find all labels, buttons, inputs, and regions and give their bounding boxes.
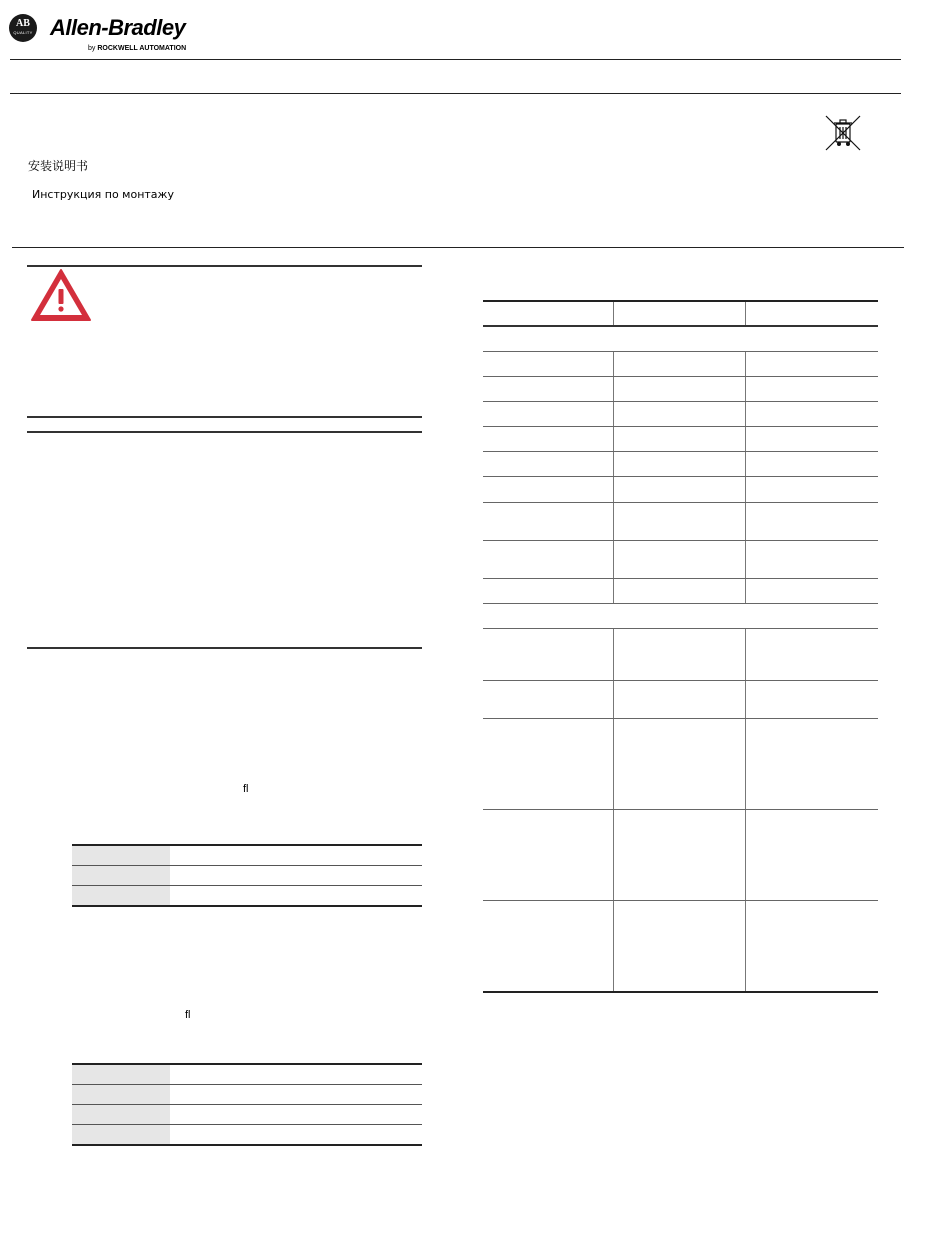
table-value-cell [170, 1125, 422, 1146]
table-label-cell [72, 1064, 170, 1085]
table-row [483, 352, 878, 377]
logo-letters: AB [16, 18, 30, 29]
section-heading-row [483, 604, 878, 629]
table-row [483, 579, 878, 604]
table-value-cell [170, 866, 422, 886]
table-row [483, 901, 878, 993]
left-table-b [72, 1063, 422, 1146]
table-row [72, 1064, 422, 1085]
table-row [483, 541, 878, 579]
header-rule-1 [10, 59, 901, 60]
crossed-out-wheelie-bin-icon [825, 115, 861, 151]
left-table-a [72, 844, 422, 907]
table-row [483, 503, 878, 541]
table-row [72, 886, 422, 907]
table-value-cell [170, 1085, 422, 1105]
table-row [483, 629, 878, 681]
brand-name: Allen-Bradley [50, 15, 186, 40]
text-fragment-fl-1: fl [243, 783, 249, 795]
allen-bradley-logo [9, 14, 37, 42]
notice-bottom-rule [27, 647, 422, 649]
logo-sub: QUALITY [13, 30, 33, 35]
text-fragment-fl-2: fl [185, 1009, 191, 1021]
table-row [483, 427, 878, 452]
specification-table [483, 300, 878, 993]
warning-triangle-icon [29, 267, 93, 323]
table-row [483, 719, 878, 810]
table-label-cell [72, 1105, 170, 1125]
table-row [483, 681, 878, 719]
table-row [72, 866, 422, 886]
header-rule-2 [10, 93, 901, 94]
section-heading-cell [483, 326, 878, 352]
table-row [483, 452, 878, 477]
document-title-chinese: 安装说明书 [28, 159, 89, 173]
column-header [746, 301, 879, 326]
table-header-row [483, 301, 878, 326]
table-row [483, 377, 878, 402]
table-row [483, 402, 878, 427]
section-heading-row [483, 326, 878, 352]
column-header [483, 301, 614, 326]
section-heading-cell [483, 604, 878, 629]
table-label-cell [72, 866, 170, 886]
notice-top-rule [27, 431, 422, 433]
section-rule [12, 247, 904, 248]
table-value-cell [170, 1064, 422, 1085]
table-label-cell [72, 845, 170, 866]
column-header [614, 301, 746, 326]
table-row [72, 1085, 422, 1105]
table-row [72, 1105, 422, 1125]
table-value-cell [170, 886, 422, 907]
table-row [483, 477, 878, 503]
table-label-cell [72, 1085, 170, 1105]
warning-bottom-rule [27, 416, 422, 418]
table-label-cell [72, 886, 170, 907]
table-value-cell [170, 845, 422, 866]
document-title-russian: Инструкция по монтажу [32, 188, 174, 201]
brand-by-word: by [88, 45, 96, 52]
table-row [72, 1125, 422, 1146]
table-row [72, 845, 422, 866]
brand-byline [88, 45, 186, 52]
table-label-cell [72, 1125, 170, 1146]
brand-company: ROCKWELL AUTOMATION [97, 45, 187, 52]
table-value-cell [170, 1105, 422, 1125]
table-row [483, 810, 878, 901]
